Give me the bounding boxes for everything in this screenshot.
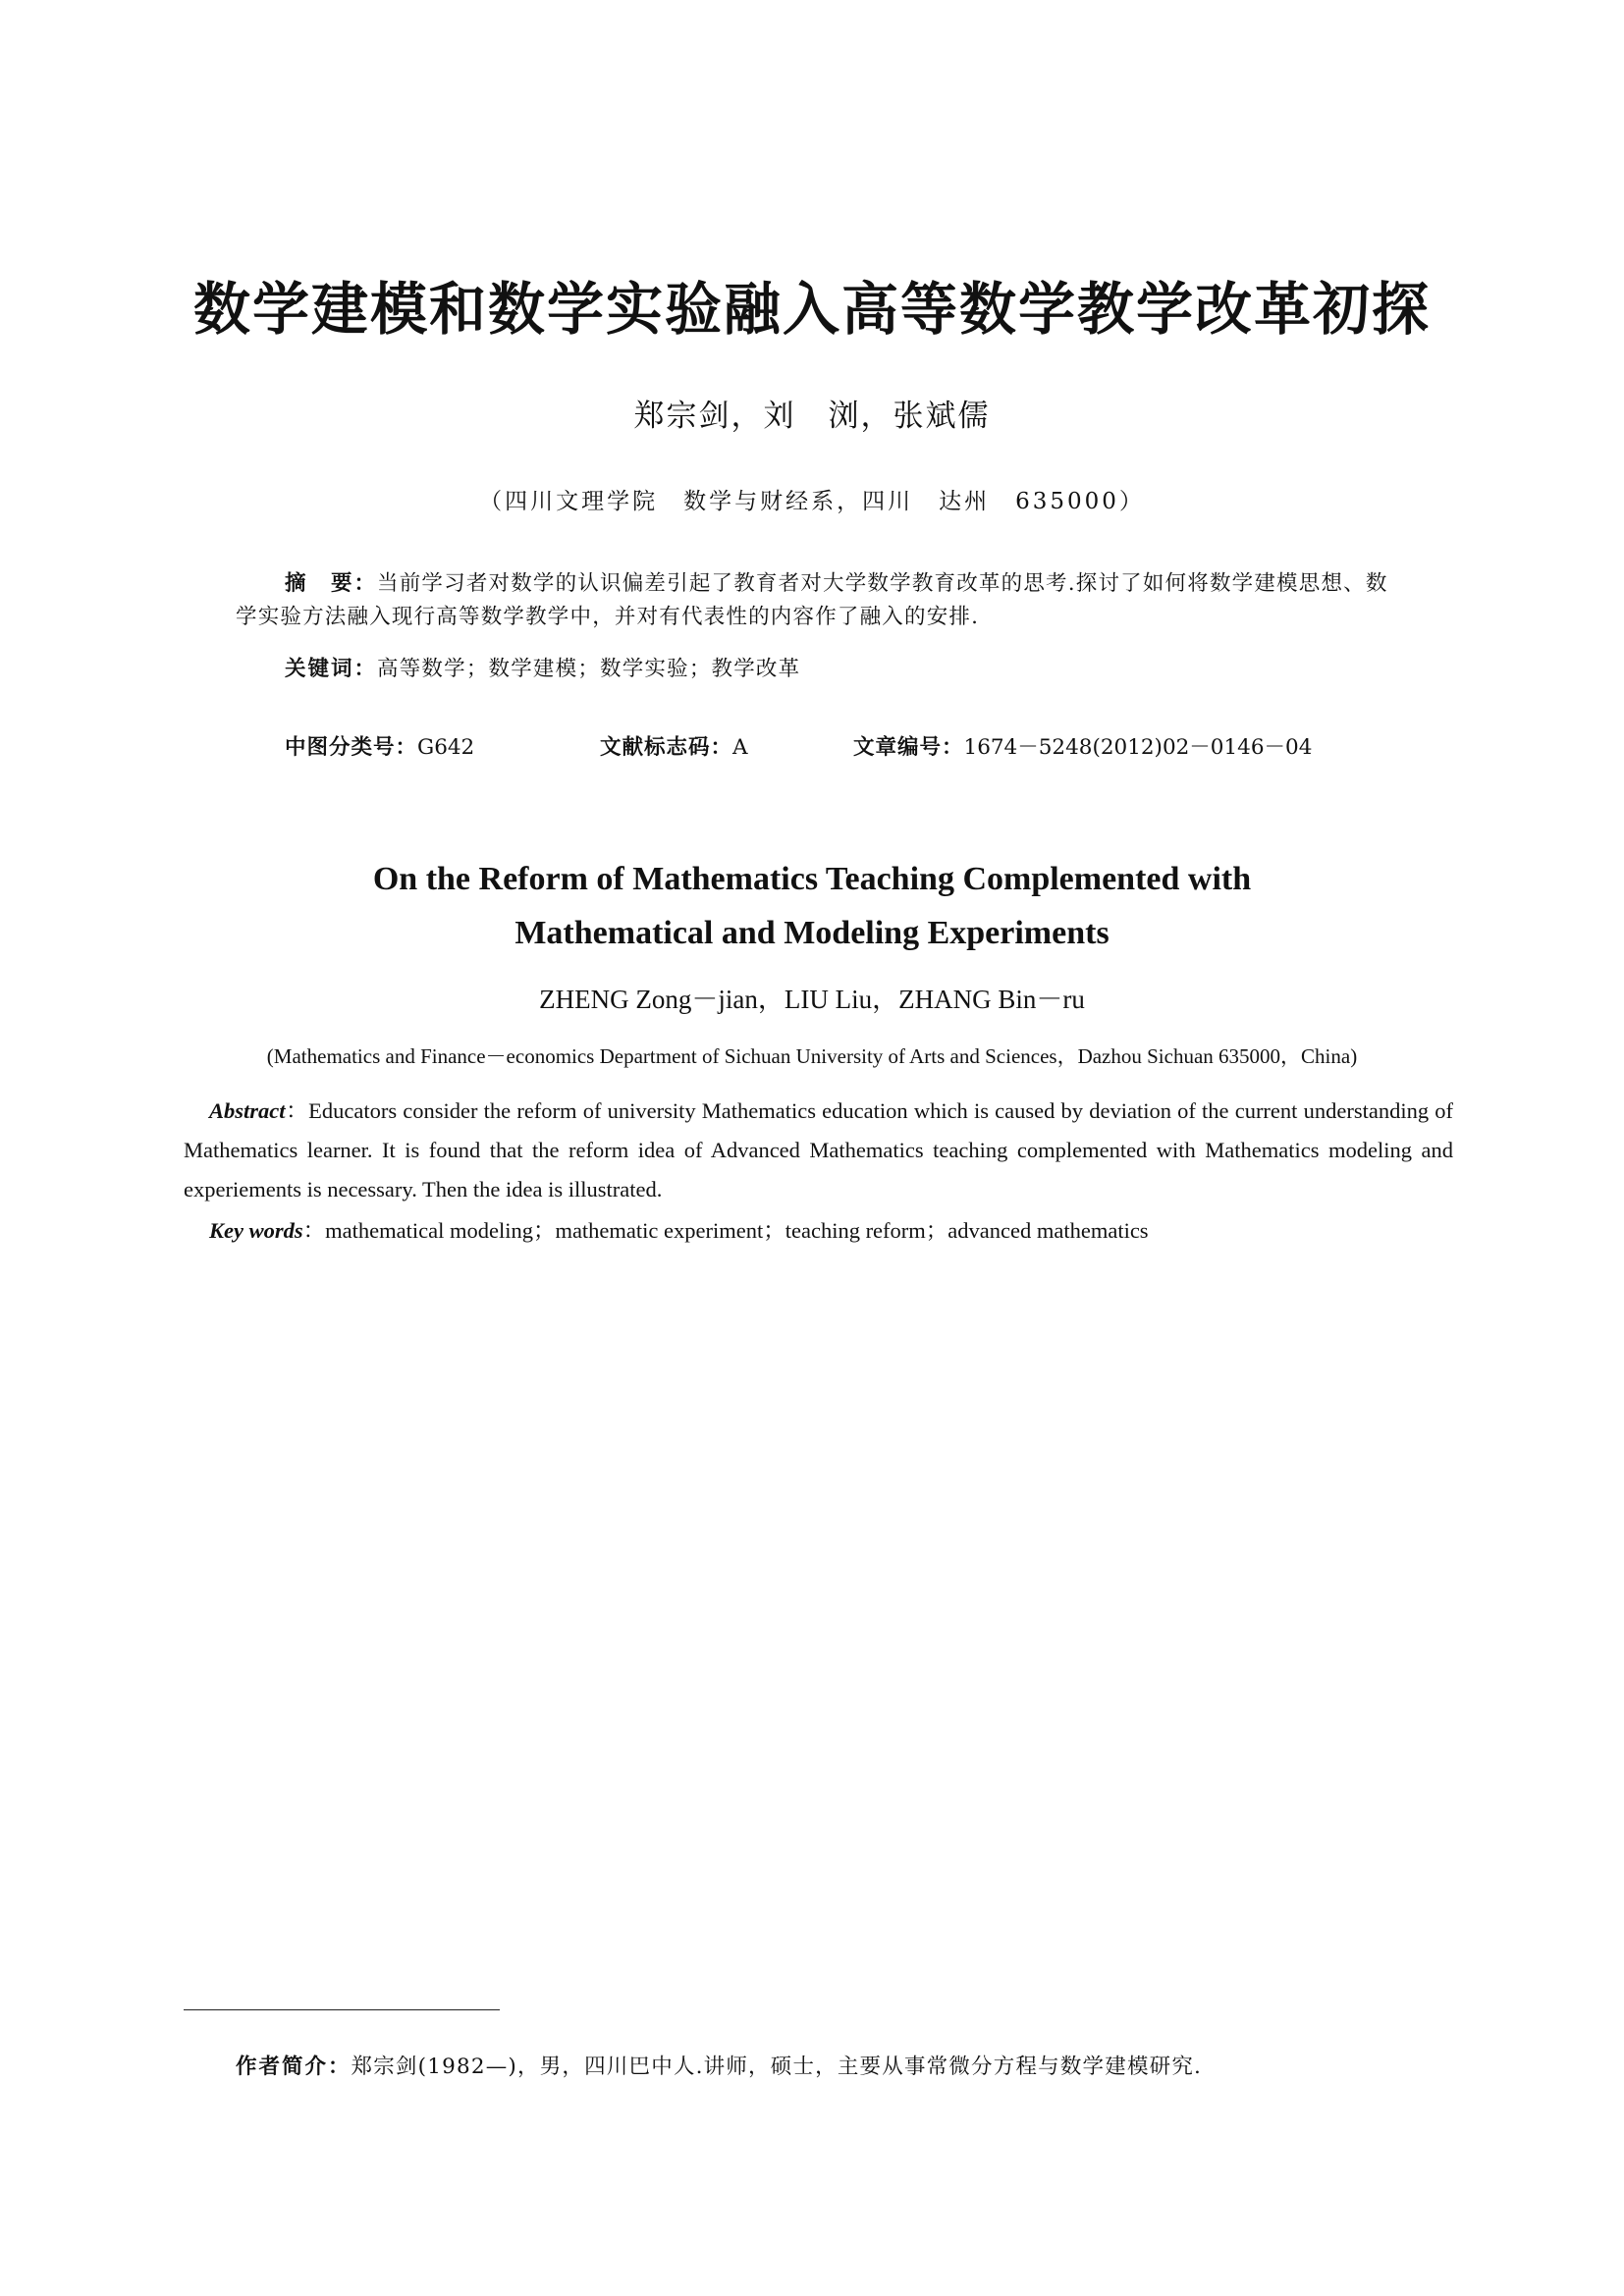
chinese-keywords [285,652,800,682]
english-title-line-1: On the Reform of Mathematics Teaching Complemented with [372,861,1252,897]
chinese-keywords-label: 关键词： [285,657,378,681]
chinese-title: 数学建模和数学实验融入高等数学教学改革初探 [192,276,1431,343]
chinese-keywords-text: 高等数学；数学建模；数学实验；教学改革 [377,657,801,681]
chinese-authors: 郑宗剑，刘 浏，张斌儒 [633,399,991,434]
article-number [853,730,1312,761]
footnote-label: 作者简介： [236,2055,352,2079]
chinese-abstract-text: 当前学习者对数学的认识偏差引起了教育者对大学数学教育改革的思考.探讨了如何将数学建模思想、数学实验方法融入现行高等数学教学中，并对有代表性的内容作了融入的安排. [236,571,1388,629]
english-abstract: Abstract：Educators consider the reform of university Mathematics education which is caused by deviation of the current understanding of Mathematics learner. It is found that the reform idea of Advanced Mathematics teaching complemented with Mathematics modeling and experiements is necessary. Then the idea is illustrated. [184,1098,1453,1201]
chinese-abstract-label: 摘 要： [285,571,378,596]
english-keywords: Key words：mathematical modeling；mathematic experiment；teaching reform；advanced mathematics [209,1218,1149,1243]
article-number-label: 文章编号： [853,735,964,760]
author-bio-footnote [236,2050,1202,2080]
english-title [0,852,1624,960]
chinese-affiliation: （四川文理学院 数学与财经系，四川 达州 635000） [479,489,1145,514]
article-number-value: 1674－5248(2012)02－0146－04 [963,735,1313,760]
clc-number [285,730,474,761]
clc-value: G642 [417,735,475,760]
english-keywords-label: Key words [209,1218,303,1243]
english-authors: ZHENG Zong－jian，LIU Liu，ZHANG Bin－ru [539,985,1085,1014]
english-keywords-text: mathematical modeling；mathematic experiment；teaching reform；advanced mathematics [325,1218,1149,1243]
english-abstract-text: Educators consider the reform of university Mathematics education which is caused by deviation of the current understanding of Mathematics learner. It is found that the reform idea of Advanced Mathematics teaching complemented with Mathematics modeling and experiements is necessary. Then the idea is illustrated. [184,1098,1453,1201]
document-code [600,730,748,761]
footnote-divider [184,2009,500,2010]
chinese-abstract [236,567,1404,634]
english-title-line-2: Mathematical and Modeling Experiments [514,915,1110,951]
footnote-text: 郑宗剑(1982—)，男，四川巴中人.讲师，硕士，主要从事常微分方程与数学建模研究. [351,2055,1203,2079]
english-abstract-label: Abstract [209,1098,286,1123]
clc-label: 中图分类号： [285,735,418,760]
english-affiliation: (Mathematics and Finance－economics Department of Sichuan University of Arts and Sciences，Dazhou Sichuan 635000，China) [266,1044,1358,1068]
document-code-value: A [732,735,748,760]
document-code-label: 文献标志码： [600,735,733,760]
